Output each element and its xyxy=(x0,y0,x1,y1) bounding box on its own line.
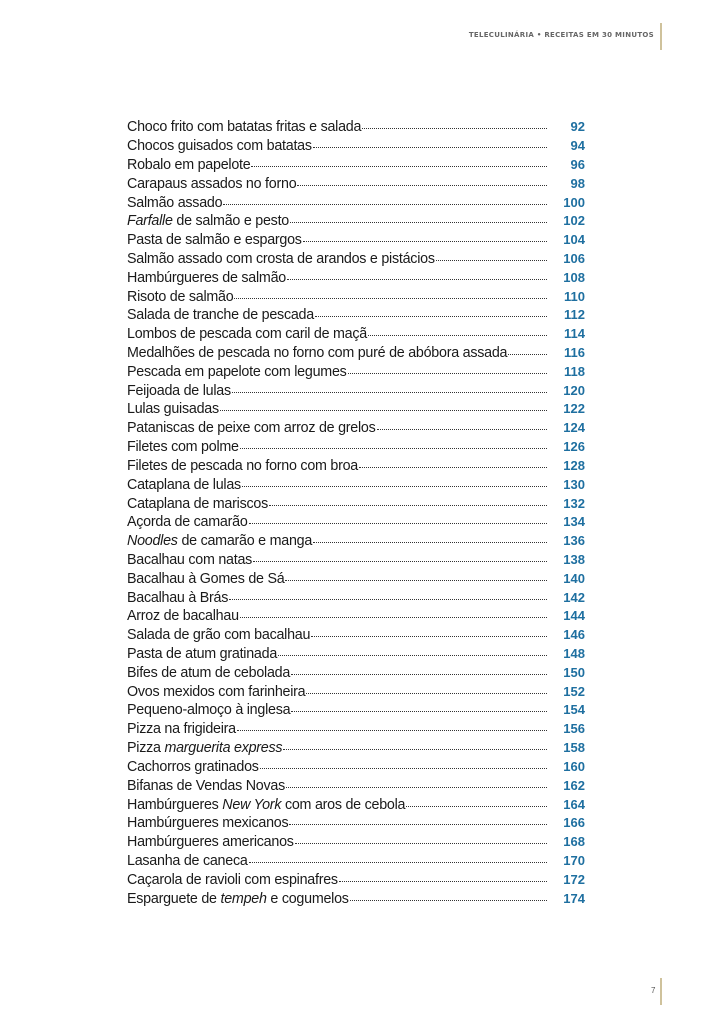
toc-dot-leader xyxy=(508,341,547,355)
toc-dot-leader xyxy=(303,228,547,242)
toc-dot-leader xyxy=(242,472,547,486)
toc-dot-leader xyxy=(223,190,547,204)
toc-entry-title xyxy=(127,438,239,457)
toc-entry-page-number: 98 xyxy=(570,175,585,191)
toc-entry-title-segment: Lulas guisadas xyxy=(127,401,219,418)
toc-entry-title xyxy=(127,476,241,495)
toc-entry-title-segment: Feijoada de lulas xyxy=(127,382,231,399)
toc-entry-title xyxy=(127,194,222,213)
toc-entry-page-number: 138 xyxy=(563,551,585,567)
toc-entry-page-number: 118 xyxy=(564,363,585,379)
toc-entry-page-number: 164 xyxy=(563,796,585,812)
toc-entry-title-segment: Salmão assado com crosta de arandos e pistácios xyxy=(127,250,435,267)
toc-dot-leader xyxy=(240,604,547,618)
toc-dot-leader xyxy=(368,322,547,336)
toc-entry-title-segment: Hambúrgueres americanos xyxy=(127,834,294,851)
toc-entry-page-number: 94 xyxy=(570,138,585,154)
toc-entry-title-segment: Pequeno-almoço à inglesa xyxy=(127,702,291,719)
toc-entry-title xyxy=(127,513,248,532)
toc-entry-title xyxy=(127,664,290,683)
toc-entry-title xyxy=(127,758,259,777)
toc-dot-leader xyxy=(289,811,547,825)
toc-dot-leader xyxy=(251,153,547,167)
toc-entry-title xyxy=(127,212,289,231)
toc-entry-title-segment: Filetes com polme xyxy=(127,439,239,456)
header-accent-rule xyxy=(660,23,662,50)
toc-entry-title-segment: Bacalhau à Gomes de Sá xyxy=(127,570,285,587)
toc-entry-page-number: 142 xyxy=(563,589,585,605)
toc-dot-leader xyxy=(297,171,547,185)
toc-entry-title-segment: Pasta de atum gratinada xyxy=(127,646,278,663)
page-number: 7 xyxy=(651,986,656,995)
toc-dot-leader xyxy=(283,736,547,750)
toc-entry-title-segment: de camarão e manga xyxy=(177,533,313,550)
toc-entry-title xyxy=(127,683,305,702)
toc-entry-title xyxy=(127,495,268,514)
toc-dot-leader xyxy=(313,134,547,148)
toc-entry-title xyxy=(127,607,239,626)
toc-entry-title-italic-segment: Noodles xyxy=(127,533,178,550)
toc-entry-page-number: 144 xyxy=(563,608,585,624)
footer-accent-rule xyxy=(660,978,662,1005)
toc-entry-title-italic-segment: marguerita express xyxy=(164,740,283,757)
toc-entry[interactable] xyxy=(127,888,585,907)
toc-dot-leader xyxy=(290,209,547,223)
toc-dot-leader xyxy=(291,661,547,675)
toc-entry-title-segment: Lasanha de caneca xyxy=(127,852,248,869)
toc-entry-title-segment: com aros de cebola xyxy=(281,796,406,813)
toc-dot-leader xyxy=(406,792,547,806)
toc-entry-page-number: 146 xyxy=(563,627,585,643)
toc-entry-title-segment: Esparguete de xyxy=(127,890,221,907)
toc-entry-page-number: 166 xyxy=(563,815,585,831)
toc-entry-page-number: 148 xyxy=(563,646,585,662)
toc-entry-title xyxy=(127,777,285,796)
toc-entry-page-number: 158 xyxy=(563,740,585,756)
toc-entry-page-number: 150 xyxy=(563,664,585,680)
toc-dot-leader xyxy=(237,717,547,731)
toc-entry-title-segment: Cachorros gratinados xyxy=(127,758,259,775)
toc-entry-title-segment: Carapaus assados no forno xyxy=(127,175,297,192)
toc-entry-title-segment: Chocos guisados com batatas xyxy=(127,138,312,155)
toc-dot-leader xyxy=(350,886,547,900)
toc-dot-leader xyxy=(315,303,547,317)
toc-entry-page-number: 110 xyxy=(564,288,585,304)
toc-entry-title-segment: Bacalhau à Brás xyxy=(127,589,229,606)
toc-dot-leader xyxy=(348,360,547,374)
toc-entry-title xyxy=(127,382,231,401)
toc-entry-title-segment: Pasta de salmão e espargos xyxy=(127,232,302,249)
toc-entry-title xyxy=(127,551,252,570)
toc-entry-title-segment: Pizza na frigideira xyxy=(127,721,236,738)
table-of-contents xyxy=(127,117,585,907)
toc-entry-title xyxy=(127,890,349,909)
toc-entry-title-segment: Choco frito com batatas fritas e salada xyxy=(127,119,362,136)
toc-entry-page-number: 126 xyxy=(563,439,585,455)
toc-dot-leader xyxy=(339,868,547,882)
toc-entry-page-number: 136 xyxy=(563,533,585,549)
toc-entry-title-segment: Açorda de camarão xyxy=(127,514,248,531)
toc-entry-title xyxy=(127,325,367,344)
running-header: TELECULINÁRIA • RECEITAS EM 30 MINUTOS xyxy=(468,31,654,39)
toc-dot-leader xyxy=(285,567,547,581)
toc-entry-page-number: 140 xyxy=(563,570,585,586)
toc-entry-page-number: 132 xyxy=(563,495,585,511)
toc-entry-title-segment: Caçarola de ravioli com espinafres xyxy=(127,871,338,888)
toc-entry-title-segment: Cataplana de mariscos xyxy=(127,495,268,512)
toc-dot-leader xyxy=(253,548,547,562)
toc-entry-title-italic-segment: tempeh xyxy=(220,890,267,907)
toc-dot-leader xyxy=(278,642,547,656)
toc-dot-leader xyxy=(359,454,547,468)
toc-entry-page-number: 106 xyxy=(563,250,585,266)
toc-entry-title-segment: Arroz de bacalhau xyxy=(127,608,239,625)
toc-entry-title-segment: Pataniscas de peixe com arroz de grelos xyxy=(127,420,376,437)
toc-entry-title-segment: Robalo em papelote xyxy=(127,156,251,173)
toc-entry-page-number: 116 xyxy=(564,345,585,361)
toc-entry-page-number: 100 xyxy=(563,194,585,210)
toc-entry-page-number: 92 xyxy=(570,119,585,135)
toc-entry-page-number: 154 xyxy=(563,702,585,718)
toc-entry-page-number: 172 xyxy=(563,871,585,887)
toc-entry-title-segment: Pescada em papelote com legumes xyxy=(127,363,347,380)
toc-entry-page-number: 156 xyxy=(563,721,585,737)
toc-entry-title xyxy=(127,720,236,739)
toc-entry-title-segment: Bacalhau com natas xyxy=(127,551,253,568)
toc-dot-leader xyxy=(240,435,547,449)
toc-entry-title xyxy=(127,156,250,175)
toc-dot-leader xyxy=(295,830,547,844)
toc-entry-title-segment: Cataplana de lulas xyxy=(127,476,241,493)
toc-entry-title-segment: Hambúrgueres de salmão xyxy=(127,269,286,286)
toc-dot-leader xyxy=(249,849,547,863)
toc-entry-page-number: 134 xyxy=(563,514,585,530)
toc-entry-title-segment: de salmão e pesto xyxy=(172,213,289,230)
toc-entry-page-number: 168 xyxy=(563,834,585,850)
toc-dot-leader xyxy=(377,416,547,430)
toc-entry-title-segment: Ovos mexidos com farinheira xyxy=(127,683,306,700)
toc-entry-page-number: 174 xyxy=(563,890,585,906)
toc-entry-title xyxy=(127,288,233,307)
toc-dot-leader xyxy=(220,397,547,411)
toc-dot-leader xyxy=(260,755,547,769)
toc-entry-title-segment: Hambúrgueres xyxy=(127,796,223,813)
toc-entry-title-segment: Salada de grão com bacalhau xyxy=(127,627,311,644)
toc-entry-title-segment: Bifanas de Vendas Novas xyxy=(127,777,285,794)
toc-dot-leader xyxy=(311,623,547,637)
toc-entry-title-segment: Filetes de pescada no forno com broa xyxy=(127,457,359,474)
toc-entry-page-number: 112 xyxy=(564,307,585,323)
toc-entry-page-number: 96 xyxy=(570,156,585,172)
toc-dot-leader xyxy=(232,378,547,392)
toc-entry-title xyxy=(127,589,228,608)
toc-entry-page-number: 124 xyxy=(563,420,585,436)
toc-dot-leader xyxy=(291,698,547,712)
toc-entry-title xyxy=(127,645,277,664)
toc-dot-leader xyxy=(229,585,547,599)
toc-entry-page-number: 114 xyxy=(564,326,585,342)
toc-dot-leader xyxy=(249,510,547,524)
toc-dot-leader xyxy=(287,266,547,280)
toc-entry-title-segment: Medalhões de pescada no forno com puré de abóbora assada xyxy=(127,345,508,362)
toc-entry-page-number: 160 xyxy=(563,758,585,774)
toc-entry-title-segment: Lombos de pescada com caril de maçã xyxy=(127,326,367,343)
toc-entry-page-number: 130 xyxy=(563,476,585,492)
toc-entry-title-segment: Salmão assado xyxy=(127,194,223,211)
toc-dot-leader xyxy=(306,679,547,693)
toc-entry-page-number: 170 xyxy=(563,852,585,868)
toc-dot-leader xyxy=(436,247,547,261)
toc-entry-title-segment: Hambúrgueres mexicanos xyxy=(127,815,289,832)
toc-dot-leader xyxy=(313,529,547,543)
toc-entry-title-segment: Salada de tranche de pescada xyxy=(127,307,314,324)
toc-dot-leader xyxy=(234,284,547,298)
toc-dot-leader xyxy=(286,773,547,787)
toc-entry-title-italic-segment: New York xyxy=(222,796,282,813)
toc-entry-page-number: 104 xyxy=(563,232,585,248)
toc-entry-title xyxy=(127,231,302,250)
toc-entry-title-segment: e cogumelos xyxy=(266,890,349,907)
toc-entry-title-segment: Risoto de salmão xyxy=(127,288,234,305)
toc-dot-leader xyxy=(269,491,547,505)
toc-entry-page-number: 162 xyxy=(563,777,585,793)
toc-entry-title xyxy=(127,400,219,419)
toc-entry-title xyxy=(127,852,248,871)
toc-entry-page-number: 108 xyxy=(563,269,585,285)
toc-entry-page-number: 152 xyxy=(563,683,585,699)
toc-entry-title-segment: Pizza xyxy=(127,740,165,757)
toc-entry-title-segment: Bifes de atum de cebolada xyxy=(127,664,291,681)
toc-dot-leader xyxy=(362,115,547,129)
toc-entry-page-number: 128 xyxy=(563,457,585,473)
toc-entry-title xyxy=(127,306,314,325)
toc-entry-title xyxy=(127,871,338,890)
toc-entry-page-number: 102 xyxy=(563,213,585,229)
toc-entry-title xyxy=(127,814,288,833)
toc-entry-page-number: 120 xyxy=(563,382,585,398)
toc-entry-title-italic-segment: Farfalle xyxy=(127,213,173,230)
toc-entry-page-number: 122 xyxy=(563,401,585,417)
